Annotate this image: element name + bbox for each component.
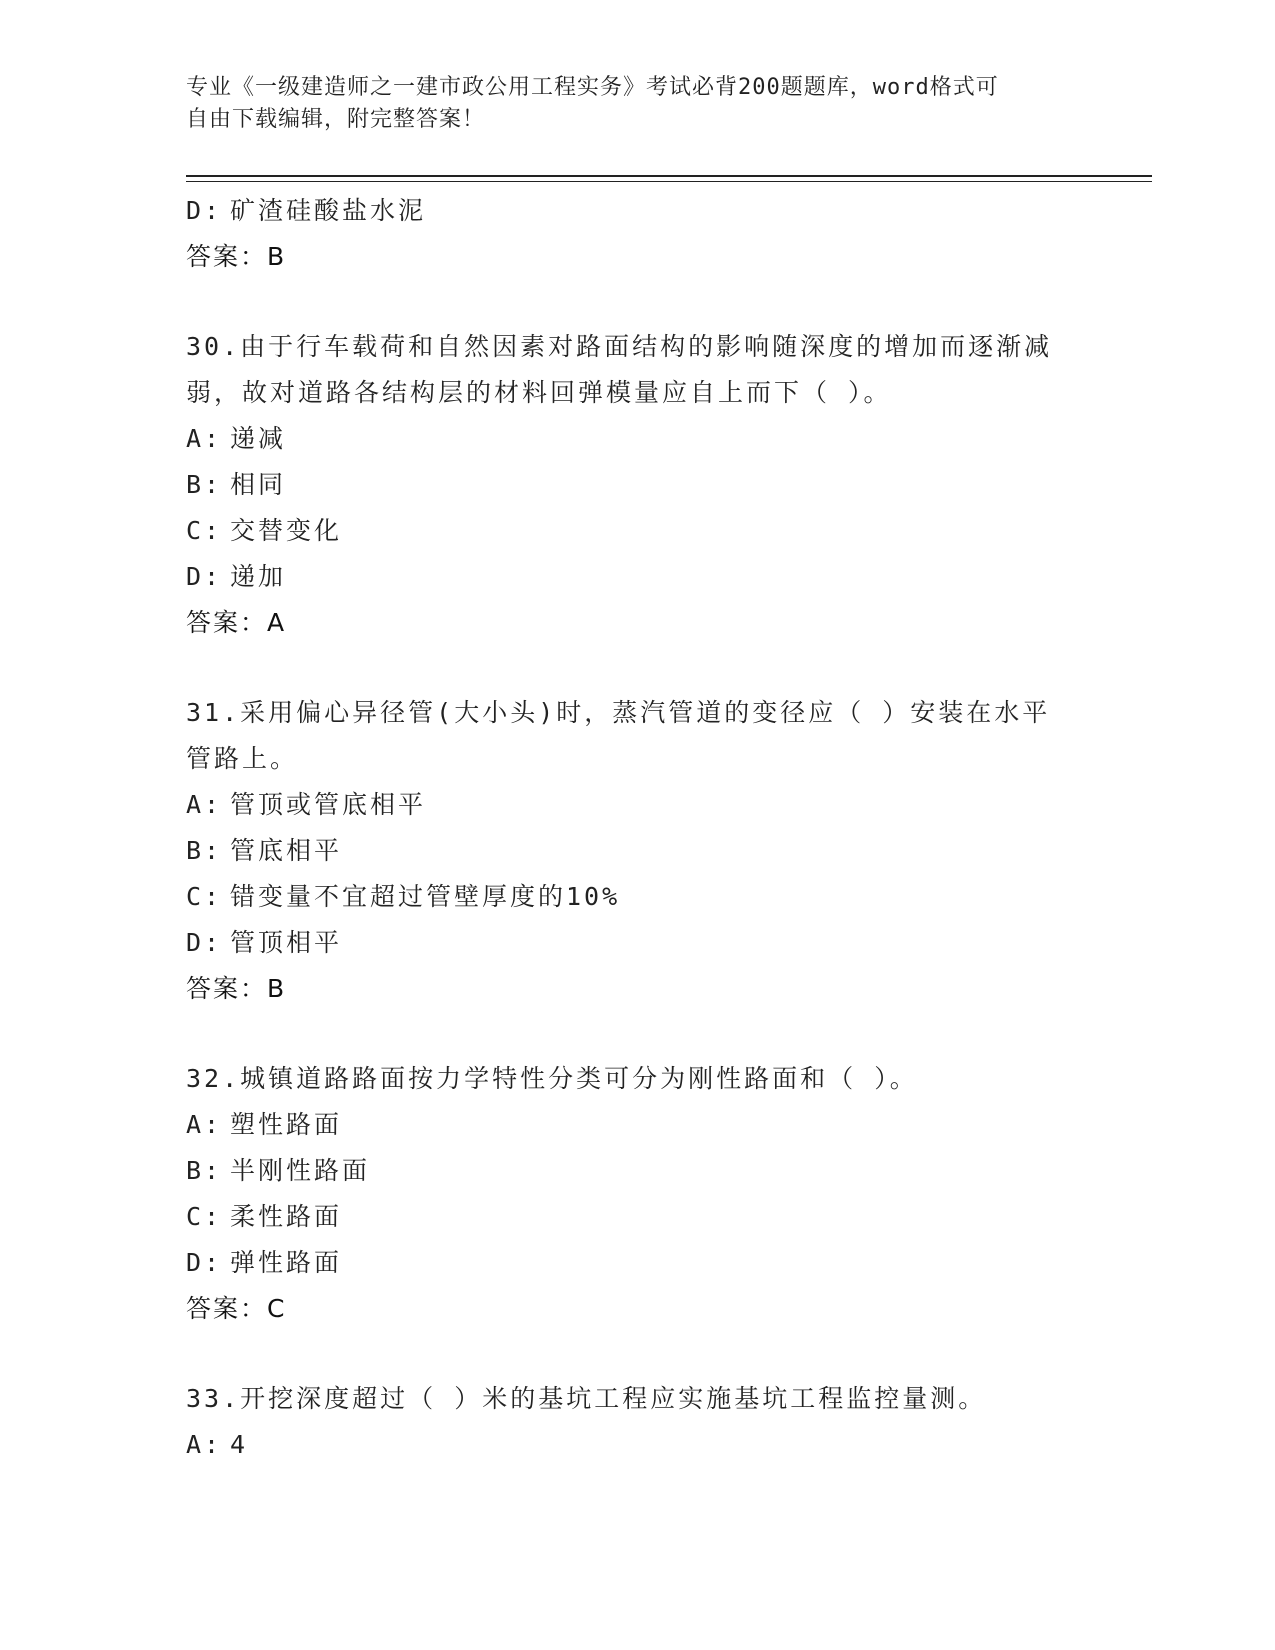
previous-question-fragment xyxy=(186,188,1086,280)
option-text: 递加 xyxy=(230,562,287,591)
option-c xyxy=(186,508,1086,554)
option-b xyxy=(186,1148,1086,1194)
question-spacer xyxy=(186,1012,1086,1056)
header-title-line-1: 专业《一级建造师之一建市政公用工程实务》考试必背200题题库，word格式可 xyxy=(186,75,999,100)
option-key: A: xyxy=(186,790,223,819)
answer-label: 答案： xyxy=(186,242,268,271)
option-text: 递减 xyxy=(230,424,287,453)
option-key: A: xyxy=(186,1110,223,1139)
answer-line xyxy=(186,966,1086,1012)
option-c xyxy=(186,1194,1086,1240)
option-b xyxy=(186,462,1086,508)
option-key: B: xyxy=(186,1156,223,1185)
question-stem-line-1: 30.由于行车载荷和自然因素对路面结构的影响随深度的增加而逐渐减 xyxy=(186,332,1053,361)
option-text: 4 xyxy=(230,1430,249,1459)
option-key: D: xyxy=(186,196,223,225)
question-stem-line-1: 32.城镇道路路面按力学特性分类可分为刚性路面和（ ）。 xyxy=(186,1064,918,1093)
option-d xyxy=(186,554,1086,600)
option-text: 管顶相平 xyxy=(230,928,343,957)
question-30 xyxy=(186,324,1086,646)
answer-value: B xyxy=(267,242,285,271)
answer-line xyxy=(186,234,1086,280)
question-31 xyxy=(186,690,1086,1012)
option-a xyxy=(186,1102,1086,1148)
question-stem-line-1: 31.采用偏心异径管(大小头)时，蒸汽管道的变径应（ ）安装在水平 xyxy=(186,698,1051,727)
option-text: 矿渣硅酸盐水泥 xyxy=(230,196,427,225)
header-title-line-2: 自由下载编辑，附完整答案！ xyxy=(186,107,486,132)
option-b xyxy=(186,828,1086,874)
answer-line xyxy=(186,600,1086,646)
option-d xyxy=(186,188,1086,234)
option-key: A: xyxy=(186,1430,223,1459)
option-key: C: xyxy=(186,882,223,911)
answer-value: C xyxy=(267,1294,285,1323)
answer-label: 答案： xyxy=(186,974,268,1003)
option-text: 塑性路面 xyxy=(230,1110,343,1139)
option-key: B: xyxy=(186,470,223,499)
option-a xyxy=(186,1422,1086,1468)
option-key: A: xyxy=(186,424,223,453)
answer-label: 答案： xyxy=(186,1294,268,1323)
question-spacer xyxy=(186,646,1086,690)
answer-value: A xyxy=(267,608,285,637)
option-text: 弹性路面 xyxy=(230,1248,343,1277)
answer-label: 答案： xyxy=(186,608,268,637)
option-key: D: xyxy=(186,928,223,957)
option-text: 交替变化 xyxy=(230,516,343,545)
question-33 xyxy=(186,1376,1086,1468)
question-spacer xyxy=(186,280,1086,324)
page-header xyxy=(186,72,1086,136)
answer-line xyxy=(186,1286,1086,1332)
question-stem-line-2: 弱，故对道路各结构层的材料回弹模量应自上而下（ ）。 xyxy=(186,378,892,407)
header-divider-thin xyxy=(186,181,1152,182)
option-d xyxy=(186,1240,1086,1286)
option-d xyxy=(186,920,1086,966)
option-text: 管底相平 xyxy=(230,836,343,865)
answer-value: B xyxy=(267,974,285,1003)
option-a xyxy=(186,416,1086,462)
question-spacer xyxy=(186,1332,1086,1376)
option-key: C: xyxy=(186,516,223,545)
option-a xyxy=(186,782,1086,828)
header-divider-thick xyxy=(186,175,1152,177)
option-text: 错变量不宜超过管壁厚度的10% xyxy=(230,882,621,911)
option-key: B: xyxy=(186,836,223,865)
option-c xyxy=(186,874,1086,920)
question-stem-line-1: 33.开挖深度超过（ ）米的基坑工程应实施基坑工程监控量测。 xyxy=(186,1384,987,1413)
question-stem-line-2: 管路上。 xyxy=(186,744,299,773)
option-key: D: xyxy=(186,562,223,591)
question-32 xyxy=(186,1056,1086,1332)
option-text: 管顶或管底相平 xyxy=(230,790,427,819)
question-list xyxy=(186,188,1086,1468)
option-text: 柔性路面 xyxy=(230,1202,343,1231)
option-key: C: xyxy=(186,1202,223,1231)
option-key: D: xyxy=(186,1248,223,1277)
option-text: 相同 xyxy=(230,470,287,499)
option-text: 半刚性路面 xyxy=(230,1156,371,1185)
